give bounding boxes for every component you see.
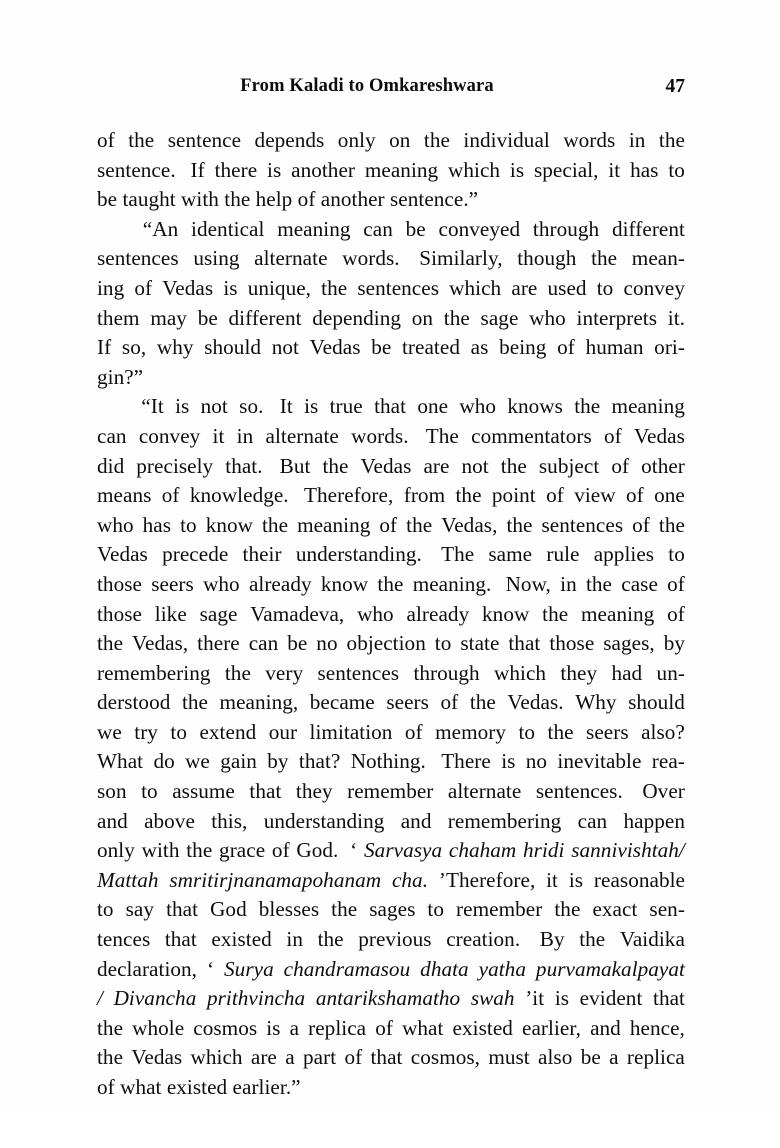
- body-text: [97, 126, 685, 1148]
- text-line: If so, why should not Vedas be treated as being of human ori-: [97, 335, 685, 360]
- text-line: Vedas precede their understanding. The same rule applies to: [97, 542, 685, 567]
- text-line: sentence. If there is another meaning which is special, it has to: [97, 157, 685, 182]
- text-line: Mattah smritirjnanamapohanam cha. ’Therefore, it is reasonable: [97, 867, 685, 892]
- text-line: to say that God blesses the sages to remember the exact sen-: [97, 897, 685, 922]
- text-line: son to assume that they remember alternate sentences. Over: [97, 779, 685, 804]
- text-line: tences that existed in the previous creation. By the Vaidika: [97, 927, 685, 952]
- text-line: “It is not so. It is true that one who knows the meaning: [141, 394, 685, 419]
- text-line: gin?”: [97, 364, 144, 389]
- text-line: and above this, understanding and remembering can happen: [97, 808, 685, 833]
- page-number: 47: [665, 76, 685, 97]
- text-line: we try to extend our limitation of memory to the seers also?: [97, 719, 685, 744]
- paragraph: [97, 215, 685, 393]
- paragraph: [97, 126, 685, 215]
- page-bottom-clip: [0, 1108, 780, 1148]
- text-line: the Vedas which are a part of that cosmos, must also be a replica: [97, 1045, 685, 1070]
- text-line: be taught with the help of another sentence.”: [97, 187, 479, 212]
- text-line: of the sentence depends only on the individual words in the: [97, 128, 685, 152]
- text-line: only with the grace of God. ‘ Sarvasya chaham hridi sannivishtah/: [97, 838, 685, 863]
- text-line: the Vedas, there can be no objection to state that those sages, by: [97, 631, 685, 656]
- text-line: sentences using alternate words. Similarly, though the mean-: [97, 246, 685, 271]
- running-head: [97, 76, 685, 102]
- text-line: those seers who already know the meaning. Now, in the case of: [97, 571, 685, 596]
- text-line: “An identical meaning can be conveyed through different: [142, 216, 685, 241]
- text-line: / Divancha prithvincha antarikshamatho swah ’it is evident that: [97, 986, 685, 1011]
- text-line: the whole cosmos is a replica of what existed earlier, and hence,: [97, 1015, 685, 1040]
- text-line: who has to know the meaning of the Vedas, the sentences of the: [97, 512, 685, 537]
- text-line: declaration, ‘ Surya chandramasou dhata yatha purvamakalpayat: [97, 956, 685, 981]
- text-line: did precisely that. But the Vedas are not the subject of other: [97, 453, 685, 478]
- running-head-title: From Kaladi to Omkareshwara: [240, 76, 494, 96]
- text-line: remembering the very sentences through which they had un-: [97, 660, 685, 685]
- paragraph: [97, 392, 685, 1102]
- text-line: them may be different depending on the sage who interprets it.: [97, 305, 685, 330]
- text-line: derstood the meaning, became seers of the Vedas. Why should: [97, 690, 685, 715]
- text-line: ing of Vedas is unique, the sentences which are used to convey: [97, 275, 685, 300]
- text-line: means of knowledge. Therefore, from the point of view of one: [97, 483, 685, 508]
- text-line: those like sage Vamadeva, who already know the meaning of: [97, 601, 685, 626]
- text-line: of what existed earlier.”: [97, 1075, 301, 1099]
- text-line: can convey it in alternate words. The commentators of Vedas: [97, 423, 685, 448]
- text-line: What do we gain by that? Nothing. There is no inevitable rea-: [97, 749, 685, 774]
